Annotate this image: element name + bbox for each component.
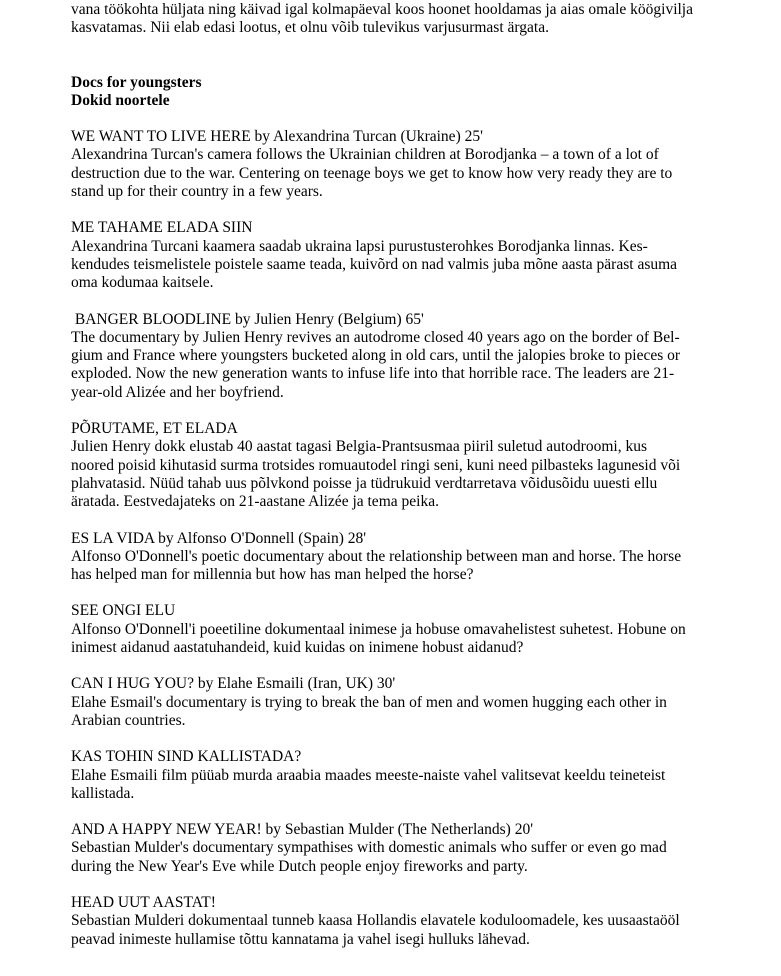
film-entry-description-line: destruction due to the war. Centering on teenage boys we get to know how very ready they are to <box>71 164 673 182</box>
film-entry <box>71 748 711 803</box>
film-entry-description-line: Alfonso O'Donnell'i poeetiline dokumentaal inimese ja hobuse omavahelistest suhetest. Hobune on <box>71 620 686 638</box>
film-entry <box>71 675 711 730</box>
film-entry-title: ME TAHAME ELADA SIIN <box>71 219 253 237</box>
film-entry-title: SEE ONGI ELU <box>71 602 176 620</box>
film-entry-title: BANGER BLOODLINE by Julien Henry (Belgium) 65' <box>71 310 424 328</box>
film-entry <box>71 420 711 511</box>
film-entry-title: AND A HAPPY NEW YEAR! by Sebastian Mulder (The Netherlands) 20' <box>71 821 533 839</box>
film-entry-description-line: Julien Henry dokk elustab 40 aastat tagasi Belgia-Prantsusmaa piiril suletud autodroomi, kus <box>71 438 647 456</box>
film-entry <box>71 894 711 949</box>
film-entry-description-line: Sebastian Mulder's documentary sympathises with domestic animals who suffer or even go mad <box>71 839 667 857</box>
film-entry-title: HEAD UUT AASTAT! <box>71 893 216 911</box>
film-entry-description-line: exploded. Now the new generation wants to infuse life into that horrible race. The leaders are 21- <box>71 365 675 383</box>
film-entry-description-line: inimest aidanud aastatuhandeid, kuid kuidas on inimene hobust aidanud? <box>71 639 524 657</box>
film-entry-description-line: Alfonso O'Donnell's poetic documentary about the relationship between man and horse. The horse <box>71 547 682 565</box>
film-entry-title: WE WANT TO LIVE HERE by Alexandrina Turcan (Ukraine) 25' <box>71 128 483 146</box>
film-entry <box>71 821 711 876</box>
document-page <box>71 1 711 967</box>
intro-line: vana töökohta hüljata ning käivad igal kolmapäeval koos hoonet hooldamas ja aias omale köögivilja <box>71 1 693 18</box>
film-entry <box>71 128 711 201</box>
film-entry-description-line: year-old Alizée and her boyfriend. <box>71 383 284 401</box>
film-entry-description-line: Elahe Esmail's documentary is trying to break the ban of men and women hugging each other in <box>71 693 667 711</box>
film-entry-description-line: Arabian countries. <box>71 711 186 729</box>
film-entry-description-line: kendudes teismelistele poistele saame teada, kuivõrd on nad valmis juba mõne aasta pärast asuma <box>71 255 678 273</box>
film-entry-description-line: gium and France where youngsters bucketed along in old cars, until the jalopies broke to pieces or <box>71 347 681 365</box>
film-entry <box>71 530 711 585</box>
film-entry-description-line: peavad inimeste hullamise tõttu kannatama ja vahel isegi hulluks lähevad. <box>71 930 530 948</box>
section-heading-estonian: Dokid noortele <box>71 91 170 109</box>
section-heading-english: Docs for youngsters <box>71 73 202 91</box>
film-entry-description-line: The documentary by Julien Henry revives an autodrome closed 40 years ago on the border of Bel- <box>71 328 680 346</box>
film-entry-description-line: Sebastian Mulderi dokumentaal tunneb kaasa Hollandis elavatele koduloomadele, kes uusaastaööl <box>71 912 680 930</box>
film-entry-title: KAS TOHIN SIND KALLISTADA? <box>71 748 302 766</box>
film-entry-description-line: äratada. Eestvedajateks on 21-aastane Alizée ja tema peika. <box>71 493 439 511</box>
film-entry-description-line: oma kodumaa kaitsele. <box>71 274 214 292</box>
film-entry-description-line: stand up for their country in a few years. <box>71 183 323 201</box>
film-entry-title: PÕRUTAME, ET ELADA <box>71 420 238 438</box>
film-entry <box>71 219 711 292</box>
section-heading <box>71 74 711 111</box>
film-entry-description-line: noored poisid kihutasid surma trotsides romuautodel ringi seni, kuni need pilbasteks lagunesid või <box>71 456 681 474</box>
film-entry-description-line: kallistada. <box>71 784 135 802</box>
film-entry-description-line: Alexandrina Turcan's camera follows the Ukrainian children at Borodjanka – a town of a lot of <box>71 146 659 164</box>
film-entry-description-line: plahvatasid. Nüüd tahab uus põlvkond poisse ja tüdrukuid verdtarretava võidusõidu uuesti ellu <box>71 474 658 492</box>
film-entry-title: ES LA VIDA by Alfonso O'Donnell (Spain) 28' <box>71 529 367 547</box>
intro-line: kasvatamas. Nii elab edasi lootus, et olnu võib tulevikus varjusurmast ärgata. <box>71 19 549 37</box>
film-entry <box>71 311 711 402</box>
film-entry-title: CAN I HUG YOU? by Elahe Esmaili (Iran, UK) 30' <box>71 675 396 693</box>
film-entry-description-line: Alexandrina Turcani kaamera saadab ukraina lapsi purustusterohkes Borodjanka linnas. Kes- <box>71 237 648 255</box>
film-entries-list <box>71 128 711 949</box>
film-entry <box>71 602 711 657</box>
intro-paragraph <box>71 1 711 38</box>
film-entry-description-line: has helped man for millennia but how has man helped the horse? <box>71 566 474 584</box>
film-entry-description-line: during the New Year's Eve while Dutch people enjoy fireworks and party. <box>71 857 528 875</box>
film-entry-description-line: Elahe Esmaili film püüab murda araabia maades meeste-naiste vahel valitsevat keeldu teineteist <box>71 766 666 784</box>
